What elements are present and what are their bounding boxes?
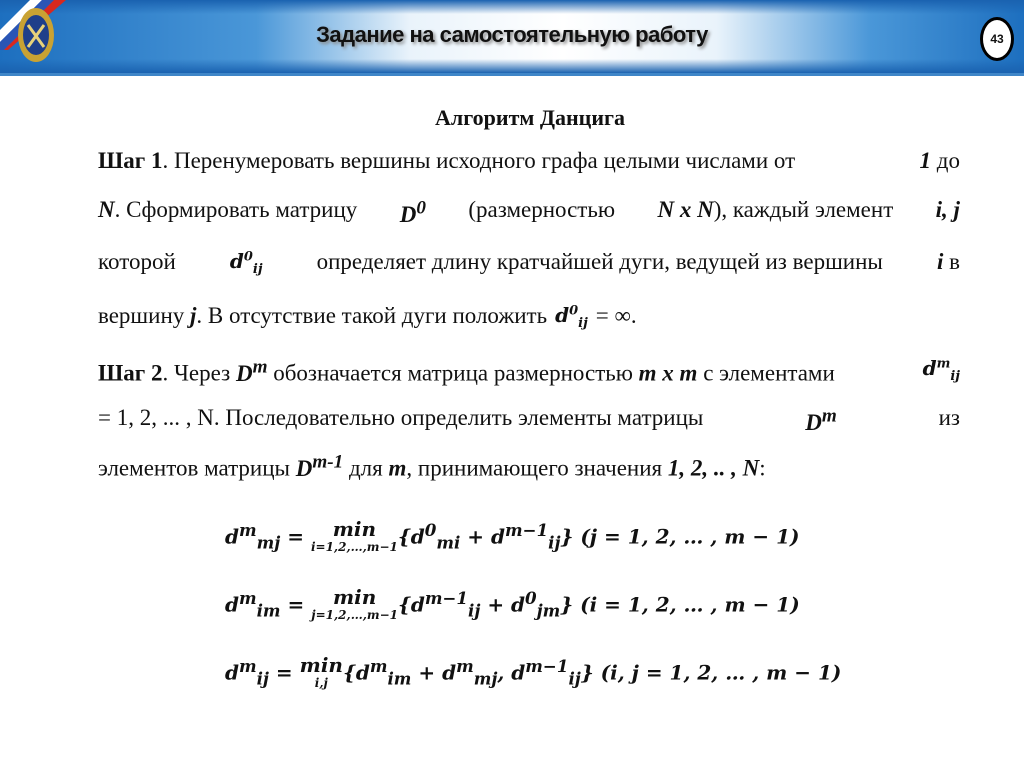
step1-line2: N. Сформировать матрицу $D^0$ (размерностью N x N), каждый элемент i, j — [98, 197, 960, 227]
section-heading: Алгоритм Данцига — [434, 105, 626, 130]
formula-2: $d^m_{im} = \min$ j=1,2,…,m−1 $\{d^{m-1}_{ij} + d^0_{jm}\} (i = 1$, 2, … , m − 1) — [225, 585, 800, 622]
formula-3: $d^m_{ij} = \min$ i,j {$d^m_{im} + d^m_{mj}$, $d^{m-1}_{ij}$} (i, j = 1, 2, … , m − 1) — [225, 653, 842, 690]
step2-line3: элементов матрицы $D^{m-1}$ для m, принимающего значения 1, 2, .. , N: — [98, 451, 766, 481]
step1-line3: которой $d^0_{ij}$ определяет длину кратчайшей дуги, ведущей из вершины i в — [98, 249, 960, 277]
step2-line2: = 1, 2, ... , N. Последовательно определить элементы матрицы $D^m$ из — [98, 405, 960, 435]
formula-1: $d^m_{mj} = \min$ i=1,2,…,m−1 $\{d^0_{mi} + d^{m-1}_{ij}\} (j = 1$, 2, … , m − 1) — [225, 517, 800, 554]
header-divider — [0, 73, 1024, 76]
step1-line1: Шаг 1. Перенумеровать вершины исходного графа целыми числами от 1 до — [98, 148, 960, 173]
slide-title: Задание на самостоятельную работу — [316, 22, 708, 47]
page-number: 43 — [980, 17, 1014, 61]
step2-line1: Шаг 2. Через $D^m$ обозначается матрица размерностью m x m с элементами $d^m_{ij}$ — [98, 356, 960, 386]
step1-line4: вершину j. В отсутствие такой дуги положить $d^0_{ij}$ = ∞. — [98, 303, 637, 331]
